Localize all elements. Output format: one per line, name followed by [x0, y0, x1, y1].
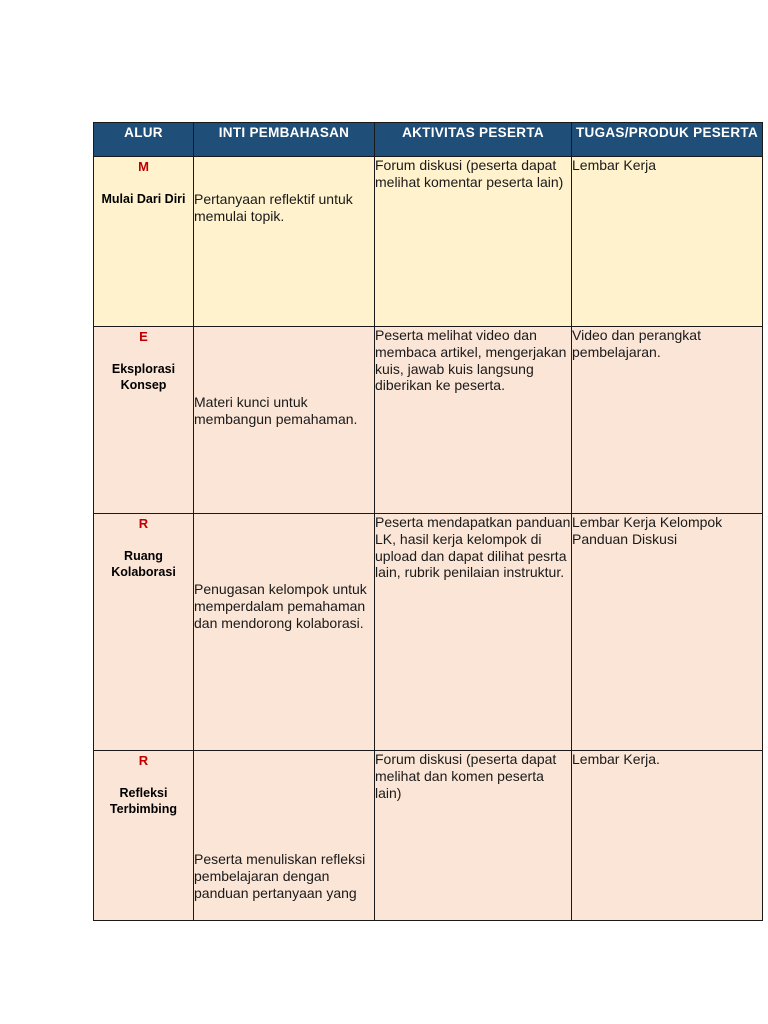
alur-cell: [94, 157, 194, 327]
header-inti-pembahasan: INTI PEMBAHASAN: [194, 123, 375, 157]
table-row: [94, 157, 763, 327]
table-header-row: [94, 123, 763, 157]
alur-letter: E: [139, 329, 148, 344]
aktivitas-cell: Peserta melihat video dan membaca artikel, mengerjakan kuis, jawab kuis langsung diberikan ke peserta.: [375, 327, 572, 514]
inti-text: Penugasan kelompok untuk memperdalam pemahaman dan mendorong kolaborasi.: [194, 581, 367, 631]
inti-text: Materi kunci untuk membangun pemahaman.: [194, 394, 358, 427]
table-row: [94, 514, 763, 751]
alur-cell: [94, 514, 194, 751]
alur-letter: R: [138, 753, 149, 768]
merrr-table: [93, 122, 763, 921]
table-row: [94, 327, 763, 514]
aktivitas-cell: Forum diskusi (peserta dapat melihat dan komen peserta lain): [375, 751, 572, 921]
alur-name: Refleksi Terbimbing: [109, 786, 178, 816]
header-alur: ALUR: [94, 123, 194, 157]
tugas-cell: Lembar Kerja.: [572, 751, 763, 921]
alur-letter: M: [138, 159, 149, 174]
alur-name: Ruang Kolaborasi: [111, 549, 176, 579]
alur-cell: [94, 327, 194, 514]
inti-cell: [194, 157, 375, 327]
aktivitas-cell: Peserta mendapatkan panduan LK, hasil kerja kelompok di upload dan dapat dilihat pesrta lain, rubrik penilaian instruktur.: [375, 514, 572, 751]
alur-name: Mulai Dari Diri: [101, 192, 186, 206]
tugas-cell: Lembar Kerja Kelompok Panduan Diskusi: [572, 514, 763, 751]
inti-text: Peserta menuliskan refleksi pembelajaran dengan panduan pertanyaan yang: [194, 851, 366, 901]
inti-cell: [194, 751, 375, 921]
alur-cell: [94, 751, 194, 921]
header-aktivitas-peserta: AKTIVITAS PESERTA: [375, 123, 572, 157]
alur-name: Eksplorasi Konsep: [111, 362, 176, 392]
tugas-cell: Video dan perangkat pembelajaran.: [572, 327, 763, 514]
alur-letter: R: [138, 516, 149, 531]
inti-cell: [194, 327, 375, 514]
table-row: [94, 751, 763, 921]
inti-cell: [194, 514, 375, 751]
inti-text: Pertanyaan reflektif untuk memulai topik.: [194, 191, 353, 224]
header-tugas-produk-peserta: TUGAS/PRODUK PESERTA: [572, 123, 763, 157]
tugas-cell: Lembar Kerja: [572, 157, 763, 327]
aktivitas-cell: Forum diskusi (peserta dapat melihat komentar peserta lain): [375, 157, 572, 327]
